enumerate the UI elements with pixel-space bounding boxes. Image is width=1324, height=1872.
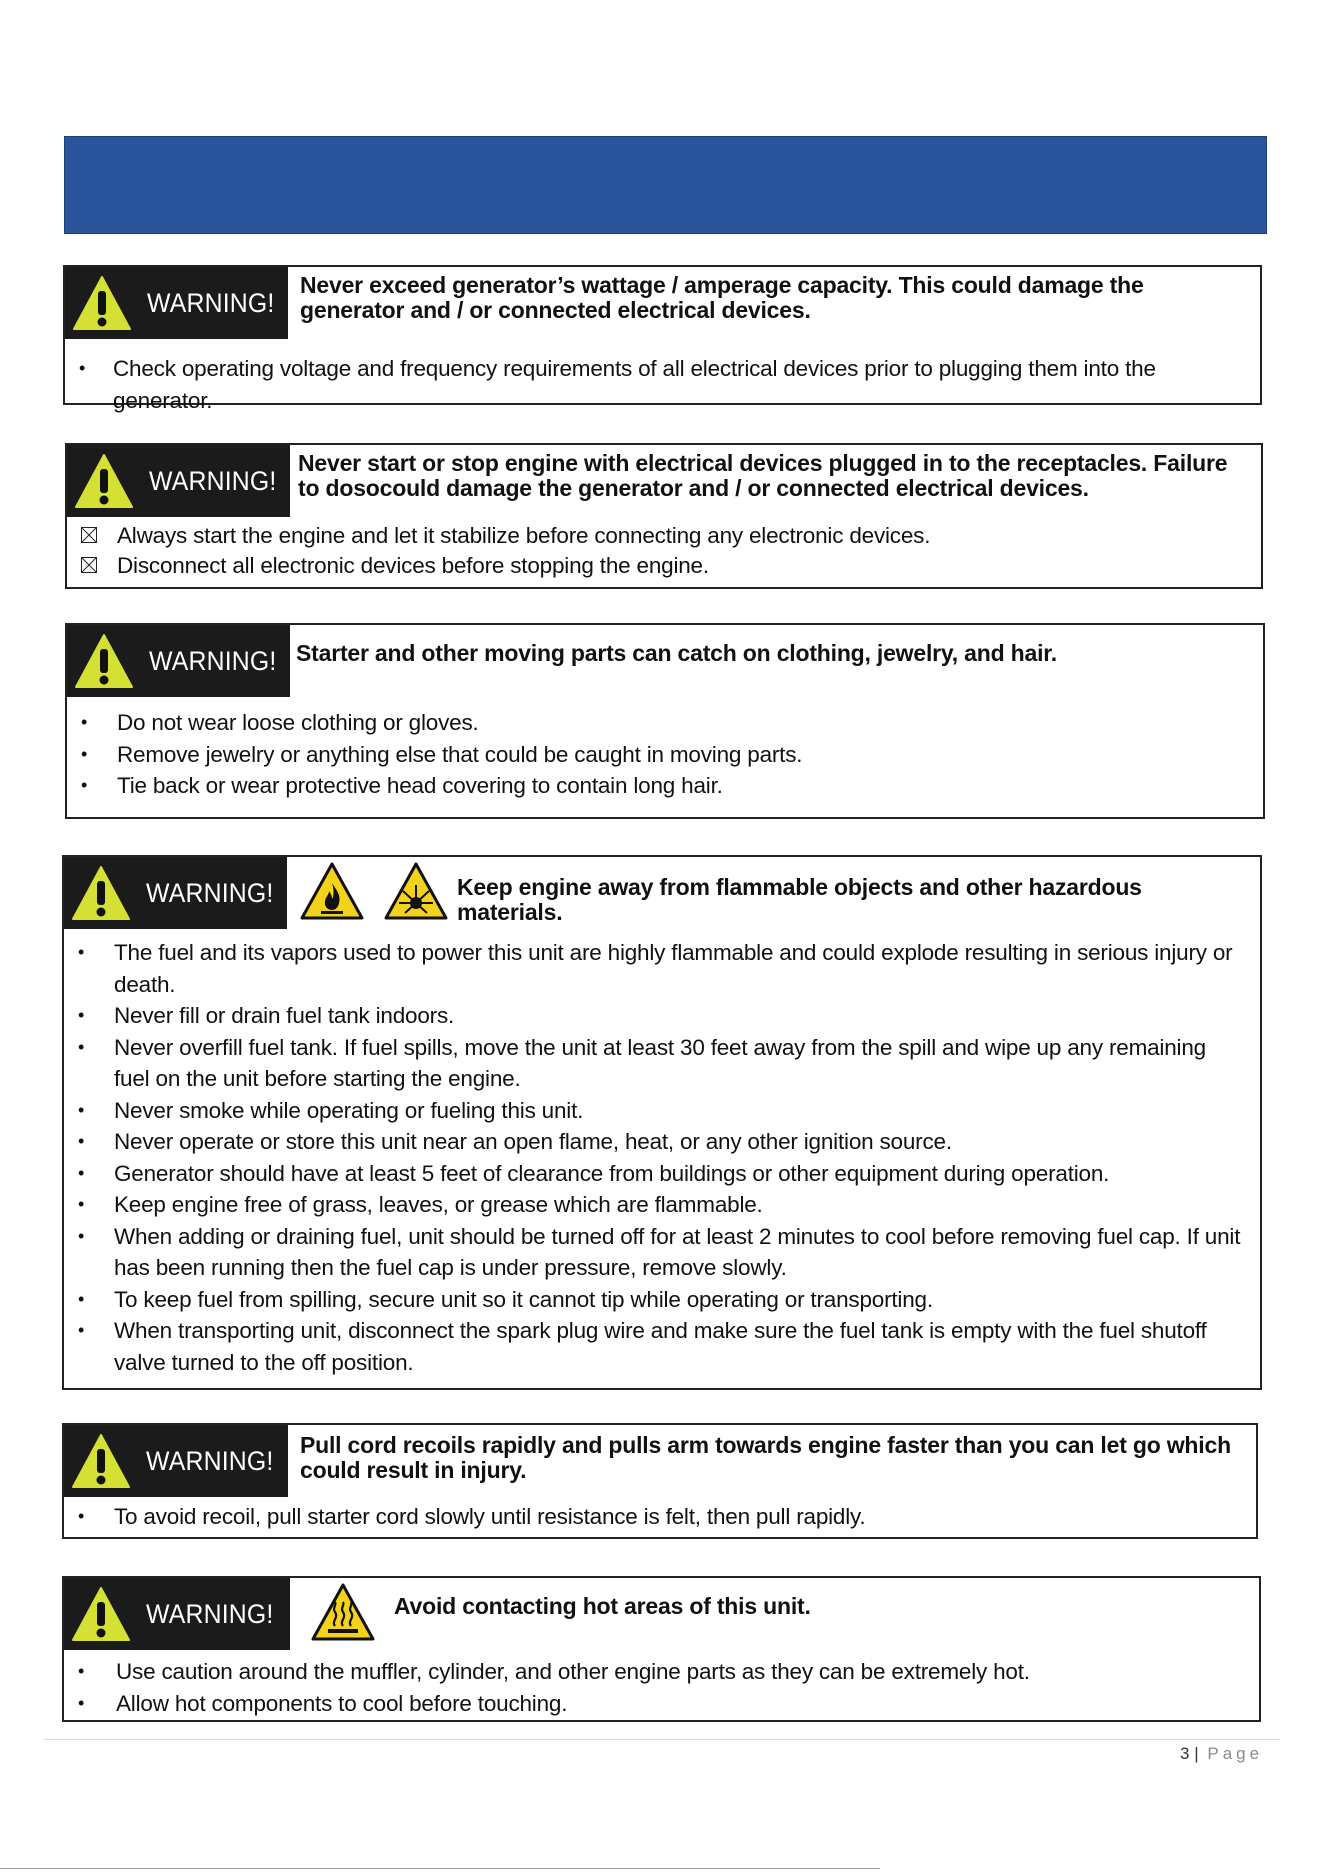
list-item: • When adding or draining fuel, unit should be turned off for at least 2 minutes to cool before removing fuel cap. If unit has been running then the fuel cap is under pressure, remove slowly. <box>64 1221 1260 1284</box>
warning-label: WARNING! <box>64 1425 288 1497</box>
warning-label: WARNING! <box>65 267 288 339</box>
warning-label: WARNING! <box>67 445 290 517</box>
list-item: • The fuel and its vapors used to power this unit are highly flammable and could explode resulting in serious injury or death. <box>64 937 1260 1000</box>
checkbox-x-icon <box>81 557 97 573</box>
warning-triangle-icon <box>70 1432 132 1490</box>
list-item: • Tie back or wear protective head covering to contain long hair. <box>67 770 1263 802</box>
warning-triangle-icon <box>73 632 135 690</box>
warning-title: Avoid contacting hot areas of this unit. <box>394 1593 811 1619</box>
warning-box-flammable <box>62 855 1262 1390</box>
list-item: Always start the engine and let it stabilize before connecting any electronic devices. <box>67 521 1261 551</box>
list-item: • Use caution around the muffler, cylinder, and other engine parts as they can be extremely hot. <box>64 1656 1259 1688</box>
list-item: • Never overfill fuel tank. If fuel spills, move the unit at least 30 feet away from the spill and wipe up any remaining fuel on the unit before starting the engine. <box>64 1032 1260 1095</box>
checkbox-x-icon <box>81 527 97 543</box>
hot-surface-icon <box>310 1582 376 1642</box>
section-header-bar <box>64 136 1267 234</box>
warning-label: WARNING! <box>64 1578 290 1650</box>
list-item: • To avoid recoil, pull starter cord slowly until resistance is felt, then pull rapidly. <box>64 1501 1256 1533</box>
list-item: Disconnect all electronic devices before stopping the engine. <box>67 551 1261 581</box>
explosive-icon <box>383 861 449 921</box>
footer-divider <box>44 1739 1280 1740</box>
flammable-icon <box>299 861 365 921</box>
warning-title: Never start or stop engine with electrical devices plugged in to the receptacles. Failure to dosocould damage the generator and / or connected electrical devices. <box>298 450 1228 501</box>
page-number: 3 | Page <box>1180 1744 1264 1763</box>
list-item: • Never operate or store this unit near an open flame, heat, or any other ignition source. <box>64 1126 1260 1158</box>
warning-title: Never exceed generator’s wattage / amperage capacity. This could damage the generator and / or connected electrical devices. <box>300 272 1144 323</box>
list-item: • Do not wear loose clothing or gloves. <box>67 707 1263 739</box>
warning-box-hot-surfaces <box>62 1576 1261 1722</box>
list-item: • Allow hot components to cool before touching. <box>64 1688 1259 1720</box>
bottom-divider <box>0 1868 880 1869</box>
hazard-icons <box>290 1578 382 1642</box>
warning-title: Keep engine away from flammable objects and other hazardous materials. <box>457 874 1142 925</box>
warning-title: Pull cord recoils rapidly and pulls arm towards engine faster than you can let go which could result in injury. <box>300 1432 1231 1483</box>
list-item: • Check operating voltage and frequency requirements of all electrical devices prior to plugging them into the generator. <box>65 353 1260 416</box>
list-item: • To keep fuel from spilling, secure unit so it cannot tip while operating or transporting. <box>64 1284 1260 1316</box>
list-item: • When transporting unit, disconnect the spark plug wire and make sure the fuel tank is empty with the fuel shutoff valve turned to the off position. <box>64 1315 1260 1378</box>
warning-label: WARNING! <box>67 625 290 697</box>
list-item: • Never smoke while operating or fueling this unit. <box>64 1095 1260 1127</box>
warning-box-pull-cord <box>62 1423 1258 1539</box>
warning-box-capacity <box>63 265 1262 413</box>
warning-triangle-icon <box>70 1585 132 1643</box>
hazard-icons <box>287 857 455 921</box>
list-item: • Keep engine free of grass, leaves, or grease which are flammable. <box>64 1189 1260 1221</box>
list-item: • Generator should have at least 5 feet of clearance from buildings or other equipment during operation. <box>64 1158 1260 1190</box>
warning-label: WARNING! <box>64 857 287 929</box>
warning-triangle-icon <box>71 274 133 332</box>
warning-box-start-stop <box>65 443 1263 589</box>
list-item: • Never fill or drain fuel tank indoors. <box>64 1000 1260 1032</box>
warning-box-moving-parts <box>65 623 1265 819</box>
list-item: • Remove jewelry or anything else that could be caught in moving parts. <box>67 739 1263 771</box>
warning-triangle-icon <box>70 864 132 922</box>
warning-triangle-icon <box>73 452 135 510</box>
warning-title: Starter and other moving parts can catch on clothing, jewelry, and hair. <box>296 640 1057 666</box>
